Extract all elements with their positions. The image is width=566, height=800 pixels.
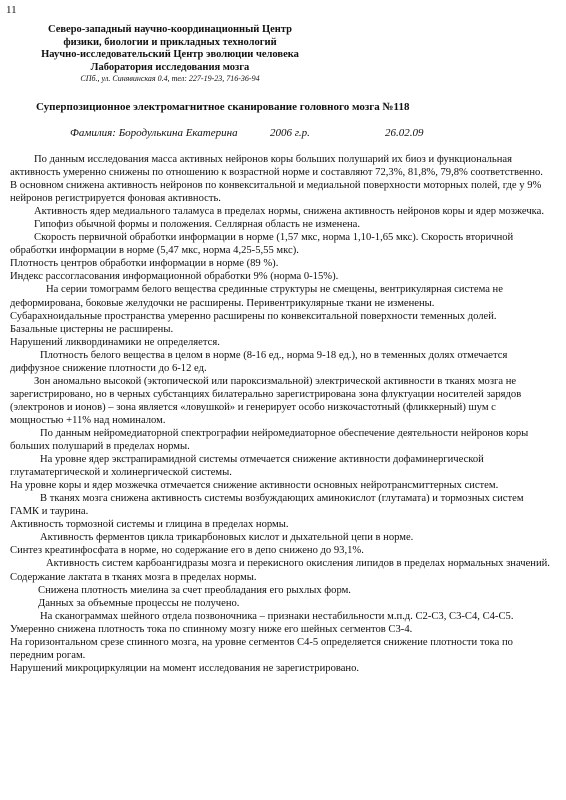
- report-paragraph: Скорость первичной обработки информации в норме (1,57 мкс, норма 1,10-1,65 мкс). Скорость вторичной обработки информации в норме (5,47 мкс, норма 4,25-5,55 мкс).: [10, 232, 514, 257]
- report-paragraph: Плотность центров обработки информации в норме (89 %).: [10, 258, 279, 270]
- page-number: 11: [6, 4, 17, 16]
- report-paragraph: Индекс рассогласования информационной обработки 9% (норма 0-15%).: [10, 271, 339, 283]
- exam-date: 26.02.09: [385, 127, 424, 139]
- report-paragraph: На уровне ядер экстрапирамидной системы отмечается снижение активности дофаминергической глутаматергической и холинергической системы.: [10, 454, 484, 479]
- document-title: Суперпозиционное электромагнитное сканирование головного мозга №118: [36, 101, 410, 113]
- report-paragraph: Активность ферментов цикла трикарбоновых кислот и дыхательной цепи в норме.: [40, 532, 414, 544]
- header-line-2: физики, биологии и прикладных технологий: [63, 36, 277, 48]
- patient-birth-year: 2006 г.р.: [270, 127, 310, 139]
- report-paragraph: По данным нейромедиаторной спектрографии нейромедиаторное обеспечение деятельности нейронов коры больших полушарий в пределах нормы.: [10, 427, 529, 453]
- report-paragraph: Активность систем карбоангидразы мозга и перекисного окисления липидов в пределах нормальных значений.: [46, 558, 550, 570]
- report-paragraph: Плотность белого вещества в целом в норме (8-16 ед., норма 9-18 ед.), но в теменных долях отмечается диффузное снижение плотности до 6-12 ед.: [10, 349, 508, 374]
- header-line-1: Северо-западный научно-координационный Центр: [48, 24, 292, 35]
- report-paragraph: По данным исследования масса активных нейронов коры больших полушарий их биоз и функциональная активность умеренно снижены по отношению к возрастной норме и составляют 72,3%, 81,8%, 79,8% соответственно.: [10, 154, 543, 179]
- report-paragraph: Субарахноидальные пространства умеренно расширены по конвекситальной поверхности теменных долей.: [10, 310, 497, 322]
- report-paragraph: Нарушений ликвординамики не определяется.: [10, 336, 220, 348]
- report-paragraph: Снижена плотность миелина за счет преобладания его рыхлых форм.: [38, 584, 351, 596]
- report-paragraph: В тканях мозга снижена активность системы возбуждающих аминокислот (глутамата) и тормозных систем ГАМК и таурина.: [10, 493, 524, 518]
- report-paragraph: Гипофиз обычной формы и положения. Селлярная область не изменена.: [34, 219, 361, 231]
- report-paragraph: Активность ядер медиального таламуса в пределах нормы, снижена активность нейронов коры и ядер мозжечка.: [34, 206, 545, 218]
- header-line-3: Научно-исследовательский Центр эволюции человека: [41, 49, 299, 61]
- report-paragraph: Зон аномально высокой (эктопической или пароксизмальной) электрической активности в тканях мозга не зарегистрировано, но в черных субстанциях билатерально зарегистрирована зона флуктуации носителей зарядов (электронов и ионов) – зона является «ловушкой» и генерирует особо низкочастотный (фликкерный) шум с мощностью +11% над номиналом.: [10, 375, 522, 426]
- patient-name: Фамилия: Бородулькина Екатерина: [70, 127, 238, 139]
- report-paragraph: Нарушений микроциркуляции на момент исследования не зарегистрировано.: [10, 662, 360, 674]
- report-paragraph: Базальные цистерны не расширены.: [10, 323, 174, 335]
- report-paragraph: На серии томограмм белого вещества срединные структуры не смещены, вентрикулярная система не деформирована, боковые желудочки не расширены. Перивентрикулярные ткани не изменены.: [10, 284, 503, 309]
- report-paragraph: В основном снижена активность нейронов по конвекситальной и медиальной поверхности моторных полей, где у 9% нейронов регистрируется фоновая активность.: [10, 180, 542, 205]
- report-paragraph: Активность тормозной системы и глицина в пределах нормы.: [10, 519, 289, 531]
- report-paragraph: На сканограммах шейного отдела позвоночника – признаки нестабильности м.п.д. С2-С3, С3-С4, С4-С5.: [40, 610, 514, 622]
- report-paragraph: Данных за объемные процессы не получено.: [38, 597, 240, 609]
- header-line-4: Лаборатория исследования мозга: [90, 61, 250, 73]
- report-body: [10, 153, 550, 675]
- report-paragraph: Содержание лактата в тканях мозга в пределах нормы.: [10, 571, 257, 583]
- report-paragraph: Умеренно снижена плотность тока по спинному мозгу ниже его шейных сегментов С3-4.: [10, 623, 413, 635]
- report-paragraph: Синтез креатинфосфата в норме, но содержание его в депо снижено до 93,1%.: [10, 545, 364, 557]
- institution-header: [20, 24, 320, 84]
- header-address: СПб., ул. Синявинская 0.4, тел: 227-19-23, 716-36-94: [80, 74, 260, 84]
- report-paragraph: На горизонтальном срезе спинного мозга, на уровне сегментов С4-5 определяется снижение плотности тока по передним рогам.: [10, 636, 513, 661]
- report-paragraph: На уровне коры и ядер мозжечка отмечается снижение активности основных нейротрансмиттерных систем.: [10, 480, 499, 492]
